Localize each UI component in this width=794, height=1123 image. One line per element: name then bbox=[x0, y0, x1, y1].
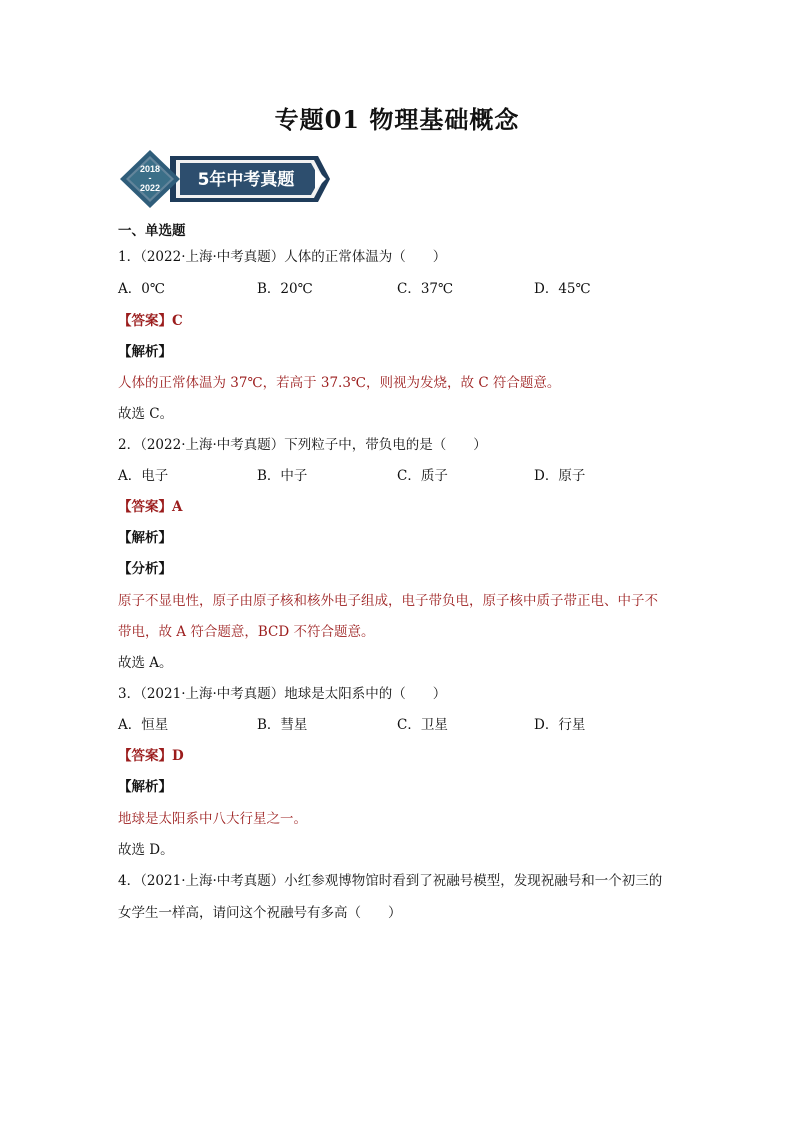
section-heading: 一、单选题 bbox=[118, 223, 186, 239]
banner-year-bottom: 2022 bbox=[139, 183, 161, 193]
q3-stem: 3．（2021·上海·中考真题）地球是太阳系中的（ ） bbox=[118, 686, 447, 702]
page-title: 专题01 物理基础概念 bbox=[274, 105, 520, 134]
q2-option-d: D．原子 bbox=[534, 468, 586, 484]
q2-option-a: A．电子 bbox=[118, 468, 169, 484]
q3-explanation: 地球是太阳系中八大行星之一。 bbox=[118, 811, 307, 827]
q2-analysis-label: 【解析】 bbox=[118, 530, 172, 546]
banner-year-top: 2018 bbox=[139, 164, 161, 174]
banner-year-dash: - bbox=[148, 173, 152, 183]
q1-option-d: D．45℃ bbox=[534, 281, 591, 297]
exam-banner bbox=[118, 148, 330, 210]
q1-choice: 故选 C。 bbox=[118, 406, 174, 422]
q1-option-b: B．20℃ bbox=[257, 281, 313, 297]
q2-answer: 【答案】A bbox=[118, 499, 183, 515]
q1-option-c: C．37℃ bbox=[397, 281, 454, 297]
q3-option-c: C．卫星 bbox=[397, 717, 448, 733]
q1-explanation: 人体的正常体温为 37℃，若高于 37.3℃，则视为发烧，故 C 符合题意。 bbox=[118, 375, 561, 391]
q3-choice: 故选 D。 bbox=[118, 842, 174, 858]
q1-options bbox=[118, 280, 718, 298]
q3-options bbox=[118, 716, 718, 734]
q1-analysis-label: 【解析】 bbox=[118, 344, 172, 360]
q2-explanation-line-2: 带电，故 A 符合题意，BCD 不符合题意。 bbox=[118, 624, 375, 640]
q1-option-a: A．0℃ bbox=[118, 281, 165, 297]
q3-option-a: A．恒星 bbox=[118, 717, 169, 733]
banner-label: 5年中考真题 bbox=[197, 170, 295, 190]
q3-analysis-label: 【解析】 bbox=[118, 779, 172, 795]
q4-stem-line-2: 女学生一样高，请问这个祝融号有多高（ ） bbox=[118, 905, 402, 921]
q1-answer: 【答案】C bbox=[118, 313, 183, 329]
q2-option-b: B．中子 bbox=[257, 468, 308, 484]
q3-answer: 【答案】D bbox=[118, 748, 184, 764]
q3-option-d: D．行星 bbox=[534, 717, 586, 733]
q2-choice: 故选 A。 bbox=[118, 655, 173, 671]
banner-graphic bbox=[118, 148, 330, 210]
q2-options bbox=[118, 467, 718, 485]
q1-stem: 1．（2022·上海·中考真题）人体的正常体温为（ ） bbox=[118, 249, 447, 265]
q2-option-c: C．质子 bbox=[397, 468, 448, 484]
q2-explanation-line-1: 原子不显电性，原子由原子核和核外电子组成，电子带负电，原子核中质子带正电、中子不 bbox=[118, 593, 658, 609]
q4-stem-line-1: 4．（2021·上海·中考真题）小红参观博物馆时看到了祝融号模型，发现祝融号和一个初三的 bbox=[118, 873, 663, 889]
q2-stem: 2．（2022·上海·中考真题）下列粒子中，带负电的是（ ） bbox=[118, 437, 487, 453]
q2-fenxi-label: 【分析】 bbox=[118, 561, 172, 577]
q3-option-b: B．彗星 bbox=[257, 717, 308, 733]
